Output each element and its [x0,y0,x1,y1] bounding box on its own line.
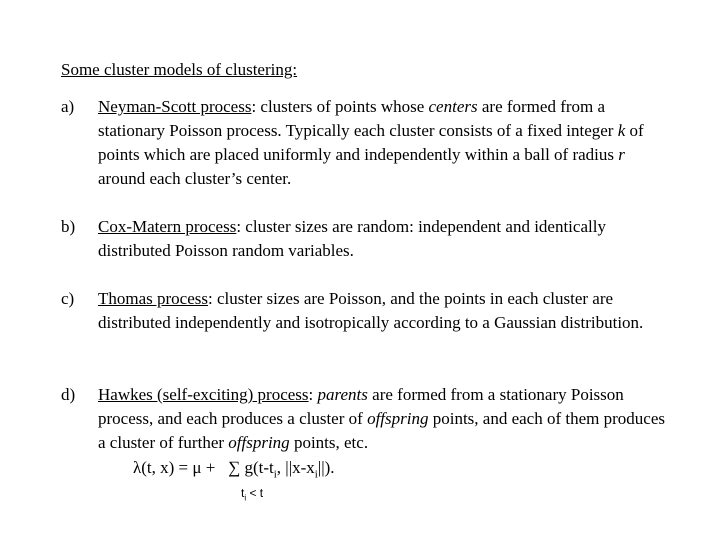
emphasis-text: offspring [228,433,290,452]
hawkes-intensity-formula [133,456,335,486]
process-name: Thomas process [98,289,209,308]
emphasis-text: centers [428,97,478,116]
formula-term: , ||x-x [276,458,315,477]
item-text: are formed from a stationary Poisson process, and each produces a cluster of [98,385,624,428]
process-name: Hawkes (self-exciting) process [98,385,309,404]
process-name: Neyman-Scott process [98,97,252,116]
item-body [98,215,673,263]
item-text: are formed from a stationary Poisson process. Typically each cluster consists of a fixed integer [98,97,618,140]
item-marker: d) [61,385,76,404]
item-body [98,95,673,191]
index-variable: t [241,486,245,500]
item-text: : clusters of points whose [251,97,429,116]
emphasis-text: parents [317,385,368,404]
sum-symbol: ∑ [228,458,241,477]
list-item-neyman-scott [61,95,681,191]
item-body [98,383,673,455]
item-body [98,287,673,335]
formula-subscript: i [273,468,277,481]
item-text: : cluster sizes are Poisson, and the points in each cluster are distributed independently and isotropically according to a Gaussian distribution. [98,289,644,332]
item-text: : cluster sizes are random: independent and identically distributed Poisson random variables. [98,217,606,260]
item-marker: b) [61,217,76,236]
item-text: points, etc. [289,433,369,452]
list-item-cox-matern [61,215,681,263]
formula-term: g(t-t [244,458,274,477]
item-marker: c) [61,289,75,308]
emphasis-text: k [617,121,626,140]
index-subscript: i [244,493,247,503]
sum-index [241,486,263,502]
formula-subscript: i [314,468,318,481]
emphasis-text: offspring [367,409,429,428]
item-text: : [308,385,318,404]
formula-lhs: λ(t, x) = μ + [133,458,216,477]
list-item-thomas [61,287,681,335]
item-text: of points which are placed uniformly and independently within a ball of radius [98,121,644,164]
formula-term: ||). [317,458,335,477]
item-text: around each cluster’s center. [98,169,292,188]
item-text: points, and each of them produces a cluster of further [98,409,665,452]
process-name: Cox-Matern process [98,217,237,236]
emphasis-text: r [618,145,625,164]
index-condition: < t [246,486,264,500]
slide-title: Some cluster models of clustering: [61,60,298,79]
list-item-hawkes [61,383,681,455]
item-marker: a) [61,97,75,116]
